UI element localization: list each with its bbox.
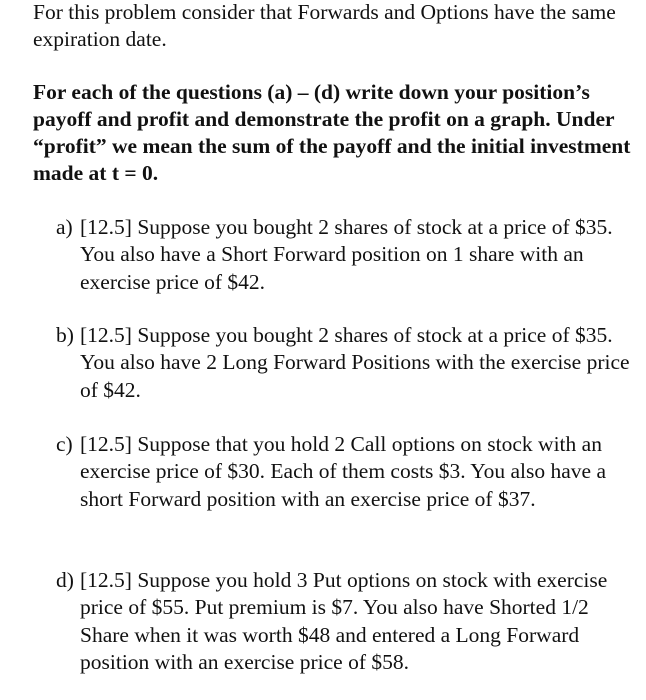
question-d-text: [12.5] Suppose you hold 3 Put options on stock with exercise price of $55. Put premium is $7. You also have Shorted 1/2 Share when it was worth $48 and entered a Long Forward position with an exercise price of $58. xyxy=(80,568,608,674)
intro-paragraph: For this problem consider that Forwards and Options have the same expiration date. xyxy=(33,0,616,51)
question-d-letter: d) xyxy=(56,568,74,592)
question-b-letter: b) xyxy=(56,323,74,347)
question-a-letter: a) xyxy=(56,215,73,239)
question-c-text: [12.5] Suppose that you hold 2 Call options on stock with an exercise price of $30. Each of them costs $3. You also have a short Forward position with an exercise price of $37. xyxy=(80,432,607,511)
question-c-letter: c) xyxy=(56,432,73,456)
question-b-text: [12.5] Suppose you bought 2 shares of stock at a price of $35. You also have 2 Long Forward Positions with the exercise price of $42. xyxy=(80,323,630,402)
question-a-text: [12.5] Suppose you bought 2 shares of stock at a price of $35. You also have a Short Forward position on 1 share with an exercise price of $42. xyxy=(80,215,613,294)
instructions-paragraph: For each of the questions (a) – (d) write down your position’s payoff and profit and demonstrate the profit on a graph. Under “profit” we mean the sum of the payoff and the initial investment made at t = 0. xyxy=(33,80,631,185)
